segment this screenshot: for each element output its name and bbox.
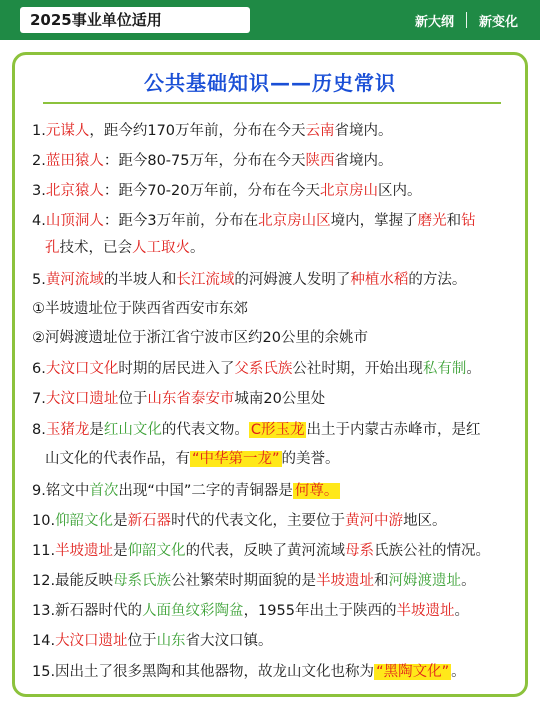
list-item <box>32 631 515 651</box>
list-item <box>32 328 515 348</box>
item-text: 半坡遗址 <box>55 543 114 559</box>
item-text: 。 <box>451 664 466 680</box>
item-text: 北京房山区 <box>258 213 331 229</box>
item-text: 时代的代表文化，主要位于 <box>171 513 346 529</box>
list-item <box>32 541 515 561</box>
item-text: 父系氏族 <box>234 361 293 377</box>
list-item-continuation <box>45 238 515 258</box>
item-text: 和 <box>374 573 389 589</box>
item-text: 母系 <box>345 543 375 559</box>
item-text: 是 <box>89 422 104 438</box>
item-text: 15.因出土了很多黑陶和其他器物，故龙山文化也称为 <box>32 664 375 680</box>
item-text: 钻 <box>461 213 476 229</box>
item-text: 山文化的代表作品，有 <box>45 451 190 467</box>
item-text: 位于 <box>118 391 148 407</box>
item-text: 人面鱼纹彩陶盆 <box>142 603 244 619</box>
item-text: ：距今80-75万年，分布在今天 <box>103 153 306 169</box>
item-text: 出土于内蒙古赤峰市，是红 <box>306 422 481 438</box>
item-text: 半坡遗址 <box>316 573 375 589</box>
list-item <box>32 571 515 591</box>
item-text: 和 <box>446 213 462 229</box>
list-item <box>32 359 515 379</box>
item-text: 黄河中游 <box>345 513 404 529</box>
item-text: 11. <box>32 543 56 559</box>
item-text: 大汶口遗址 <box>45 391 119 407</box>
item-text: 红山文化 <box>103 422 162 438</box>
list-item <box>32 420 515 440</box>
item-text: 山东省泰安市 <box>147 391 235 407</box>
item-text: 是 <box>113 543 128 559</box>
item-text: 河姆渡遗址 <box>388 573 462 589</box>
item-text: 时期的居民进入了 <box>118 361 235 377</box>
item-text: 6. <box>32 361 46 377</box>
item-text: ①半坡遗址位于陕西省西安市东郊 <box>32 301 248 317</box>
item-text: ②河姆渡遗址位于浙江省宁波市区约20公里的余姚市 <box>32 330 368 346</box>
item-text: 3. <box>32 183 46 199</box>
item-text: ，1955年出土于陕西的 <box>243 603 397 619</box>
item-text: 的代表，反映了黄河流域 <box>185 543 346 559</box>
item-text: 。 <box>454 603 469 619</box>
item-text: 氏族公社的情况。 <box>374 543 491 559</box>
highlighted-term: “中华第一龙” <box>192 451 280 467</box>
list-item <box>32 601 515 621</box>
highlighted-term: “黑陶文化” <box>376 664 450 680</box>
item-text: 半坡遗址 <box>396 603 455 619</box>
item-text: 元谋人 <box>45 123 90 139</box>
item-text: 云南 <box>305 123 335 139</box>
item-text: 长江流域 <box>176 272 235 288</box>
item-text: 仰韶文化 <box>55 513 114 529</box>
list-item <box>32 151 515 171</box>
item-text: 仰韶文化 <box>127 543 186 559</box>
item-text: 省境内。 <box>334 123 393 139</box>
item-text: 5. <box>32 272 46 288</box>
item-text: 技术，已会 <box>59 240 132 256</box>
item-text: 是 <box>113 513 128 529</box>
highlighted-term: C形玉龙 <box>250 422 305 438</box>
list-item <box>32 121 515 141</box>
item-text: 。 <box>466 361 481 377</box>
item-text: 种植水稻 <box>350 272 409 288</box>
content-card <box>12 52 528 697</box>
list-item <box>32 511 515 531</box>
item-text: 。 <box>190 240 205 256</box>
item-text: 13.新石器时代的 <box>32 603 143 619</box>
list-item <box>32 299 515 319</box>
item-text: 山顶洞人 <box>45 213 104 229</box>
item-text: 区内。 <box>377 183 422 199</box>
item-text: 出现“中国”二字的青铜器是 <box>118 483 293 499</box>
item-text: 母系氏族 <box>113 573 172 589</box>
header-bar <box>0 0 540 40</box>
item-text: 孔 <box>45 240 60 256</box>
item-text: 北京房山 <box>319 183 378 199</box>
header-tags <box>415 8 518 32</box>
item-text: 的方法。 <box>408 272 467 288</box>
item-text: 省大汶口镇。 <box>185 633 273 649</box>
item-text: 首次 <box>89 483 119 499</box>
item-text: 9.铭文中 <box>32 483 90 499</box>
tag-new-syllabus: 新大纲 <box>414 14 454 30</box>
list-item <box>32 481 515 501</box>
item-text: 蓝田猿人 <box>45 153 104 169</box>
item-text: 。 <box>461 573 476 589</box>
item-text: 12.最能反映 <box>32 573 114 589</box>
item-text: 的河姆渡人发明了 <box>234 272 351 288</box>
list-item <box>32 662 515 682</box>
item-text: 公社时期，开始出现 <box>292 361 423 377</box>
list-item <box>32 211 515 231</box>
item-text: 地区。 <box>403 513 447 529</box>
audience-label: 2025事业单位适用 <box>20 7 250 33</box>
item-text: 的美誉。 <box>281 451 340 467</box>
item-text: 磨光 <box>417 213 447 229</box>
item-text: 北京猿人 <box>45 183 104 199</box>
list-item <box>32 270 515 290</box>
item-text: 大汶口遗址 <box>55 633 128 649</box>
item-text: 的代表文物。 <box>161 422 249 438</box>
item-text: 新石器 <box>127 513 172 529</box>
list-item-continuation <box>45 449 515 469</box>
item-text: 14. <box>32 633 56 649</box>
item-text: 8. <box>32 422 46 438</box>
item-text: 城南20公里处 <box>234 391 326 407</box>
item-text: 1. <box>32 123 46 139</box>
tag-new-changes: 新变化 <box>478 14 518 30</box>
item-text: 省境内。 <box>334 153 393 169</box>
item-text: 7. <box>32 391 46 407</box>
item-text: 大汶口文化 <box>45 361 119 377</box>
item-text: ：距今3万年前，分布在 <box>103 213 259 229</box>
item-text: 4. <box>32 213 46 229</box>
item-text: 境内，掌握了 <box>330 213 418 229</box>
title-underline <box>43 102 501 104</box>
item-text: 陕西 <box>305 153 335 169</box>
tag-divider <box>466 12 467 28</box>
item-text: ：距今70-20万年前，分布在今天 <box>103 183 320 199</box>
item-text: 的半坡人和 <box>103 272 177 288</box>
item-text: 山东 <box>156 633 186 649</box>
item-text: 公社繁荣时期面貌的是 <box>171 573 317 589</box>
item-text: ，距今约170万年前，分布在今天 <box>89 123 306 139</box>
list-item <box>32 181 515 201</box>
list-item <box>32 389 515 409</box>
item-text: 私有制 <box>422 361 467 377</box>
item-text: 黄河流域 <box>45 272 104 288</box>
item-text: 位于 <box>127 633 157 649</box>
item-text: 人工取火 <box>132 240 190 256</box>
item-text: 10. <box>32 513 56 529</box>
item-text: 2. <box>32 153 46 169</box>
page-title: 公共基础知识——历史常识 <box>144 71 396 95</box>
item-text: 玉猪龙 <box>45 422 90 438</box>
highlighted-term: 何尊。 <box>294 483 339 499</box>
